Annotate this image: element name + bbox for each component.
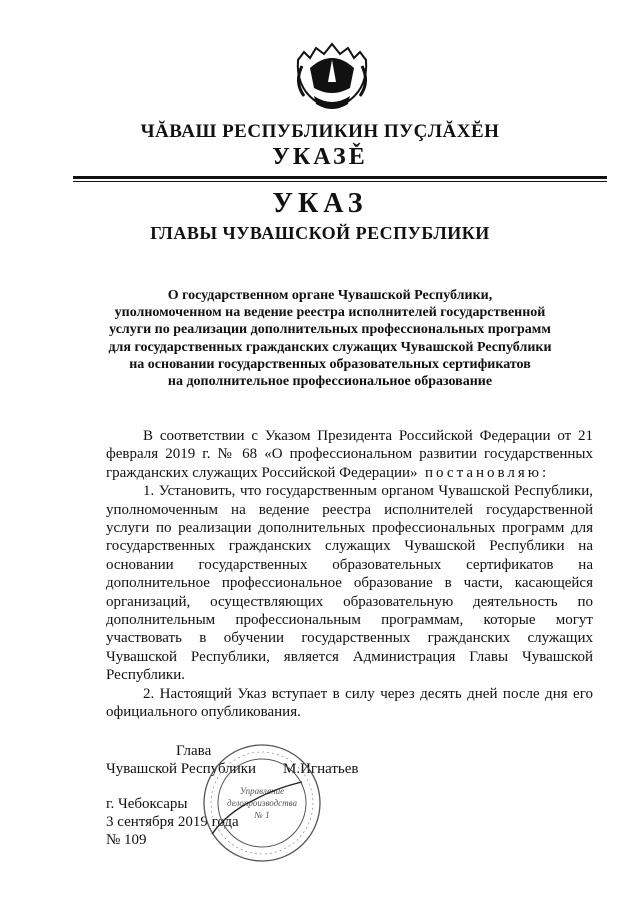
title-line: услуги по реализации дополнительных профессиональных программ <box>109 322 551 338</box>
chuvash-header-line2: УКАЗĚ <box>272 144 368 170</box>
official-stamp <box>198 742 326 864</box>
stamp-text-line2: делопроизводства <box>226 798 298 808</box>
coat-of-arms-emblem <box>288 38 376 118</box>
title-line: на дополнительное профессиональное образование <box>167 374 493 390</box>
header-divider-thin <box>73 181 607 182</box>
title-line: на основании государственных образовательных сертификатов <box>129 356 531 372</box>
footer-date: 3 сентября 2019 года <box>106 814 239 830</box>
header-divider-thick <box>73 176 607 179</box>
decree-word: постановляю: <box>425 464 550 481</box>
stamp-text-line3: № 1 <box>254 810 270 820</box>
decree-title <box>100 287 560 390</box>
title-line: уполномоченном на ведение реестра исполнителей государственной <box>114 305 546 321</box>
chuvash-header-line1: ЧĂВАШ РЕСПУБЛИКИН ПУÇЛĂХĔН <box>140 121 500 142</box>
russian-header-line1: УКАЗ <box>272 188 368 219</box>
title-line: для государственных гражданских служащих Чувашской Республики <box>108 339 552 355</box>
footer-number: № 109 <box>106 832 147 848</box>
signature-position-line1: Глава <box>176 743 212 759</box>
preamble-paragraph <box>106 427 593 482</box>
preamble-text: В соответствии с Указом Президента Российской Федерации от 21 февраля 2019 г. № 68 «О профессиональном развитии государственных гражданских служащих Российской Федерации» <box>106 428 593 481</box>
russian-header-line2: ГЛАВЫ ЧУВАШСКОЙ РЕСПУБЛИКИ <box>150 223 490 243</box>
decree-body <box>106 427 593 722</box>
item-2-paragraph: 2. Настоящий Указ вступает в силу через десять дней после дня его официального опубликования. <box>106 685 593 721</box>
item-1-paragraph: 1. Установить, что государственным органом Чувашской Республики, уполномоченным на ведение реестра исполнителей государственной услуги по реализации дополнительных профессиональных программ для государственных гражданских служащих Чувашской Республики на основании государственных образовательных сертификатов на дополнительное профессиональное образование в части, касающейся организаций, осуществляющих образовательную деятельность по дополнительным профессиональным программам, которые могут участвовать в обучении государственных гражданских служащих Чувашской Республики, является Администрация Главы Чувашской Республики. <box>106 483 593 684</box>
stamp-text-line1: Управление <box>239 786 285 796</box>
title-line: О государственном органе Чувашской Республики, <box>167 288 493 303</box>
footer-city: г. Чебоксары <box>106 796 188 812</box>
signature-position-line2: Чувашской Республики <box>106 761 257 777</box>
signature-name: М.Игнатьев <box>283 761 359 777</box>
